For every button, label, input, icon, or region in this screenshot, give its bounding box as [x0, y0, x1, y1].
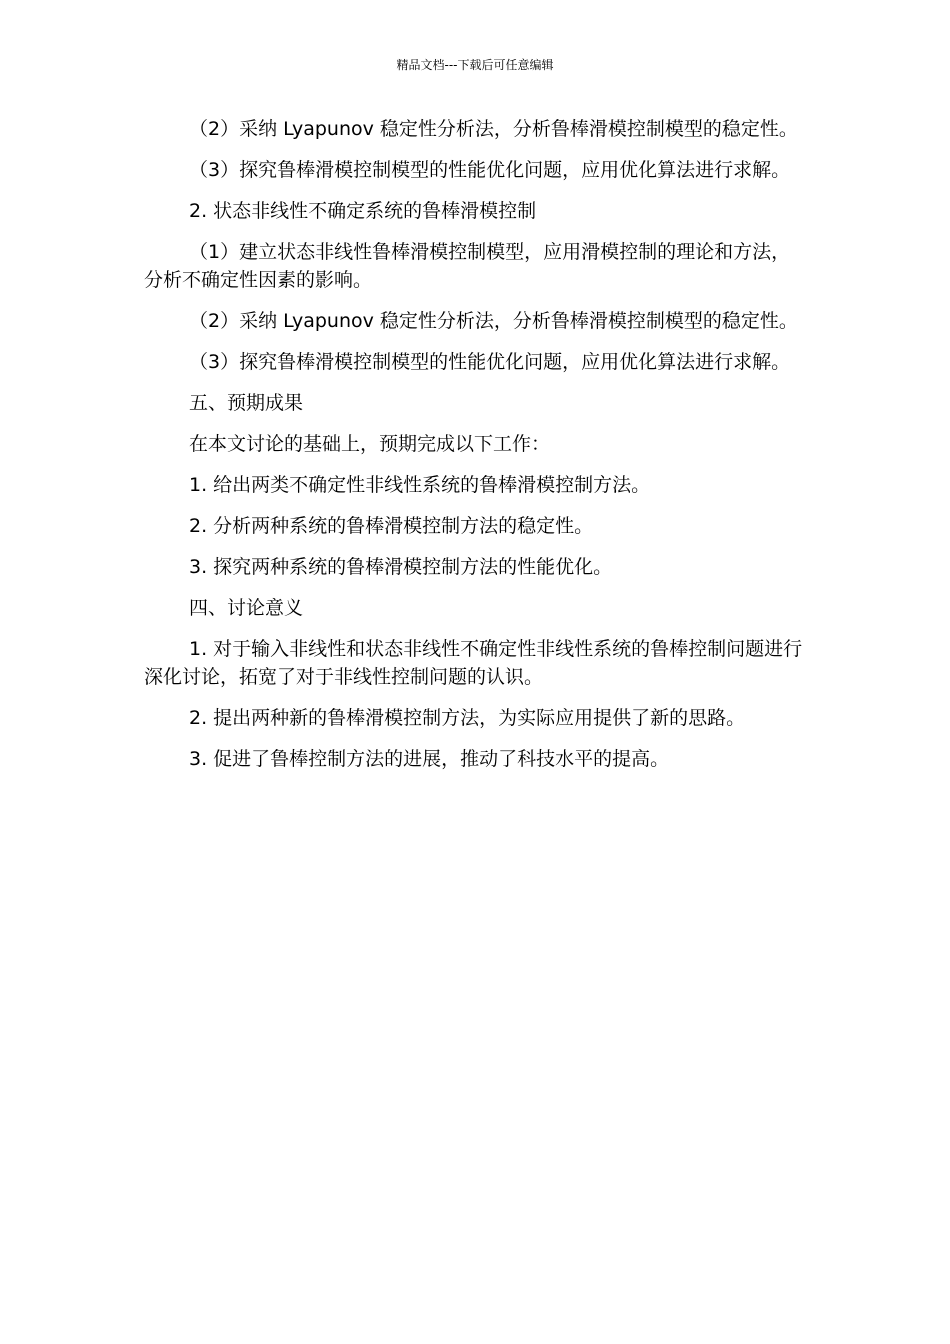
- paragraph-build-model: （1）建立状态非线性鲁棒滑模控制模型，应用滑模控制的理论和方法，分析不确定性因素的影响。: [144, 241, 791, 291]
- paragraph-expected-intro: 在本文讨论的基础上，预期完成以下工作：: [189, 433, 551, 455]
- list-item-significance-2: 2. 提出两种新的鲁棒滑模控制方法，为实际应用提供了新的思路。: [189, 707, 746, 729]
- paragraph-performance-optimization: （3）探究鲁棒滑模控制模型的性能优化问题，应用优化算法进行求解。: [189, 159, 791, 181]
- section-heading-state-nonlinear: 2. 状态非线性不确定系统的鲁棒滑模控制: [189, 200, 537, 222]
- document-body: [144, 115, 808, 786]
- section-heading-significance: 四、讨论意义: [189, 597, 304, 619]
- list-item-result-2: 2. 分析两种系统的鲁棒滑模控制方法的稳定性。: [189, 515, 594, 537]
- list-item-result-1: 1. 给出两类不确定性非线性系统的鲁棒滑模控制方法。: [189, 474, 651, 496]
- paragraph-performance-optimization-2: （3）探究鲁棒滑模控制模型的性能优化问题，应用优化算法进行求解。: [189, 351, 791, 373]
- list-item-result-3: 3. 探究两种系统的鲁棒滑模控制方法的性能优化。: [189, 556, 613, 578]
- page-header: 精品文档---下载后可任意编辑: [396, 58, 554, 72]
- list-item-significance-3: 3. 促进了鲁棒控制方法的进展，推动了科技水平的提高。: [189, 748, 670, 770]
- list-item-significance-1: 1. 对于输入非线性和状态非线性不确定性非线性系统的鲁棒控制问题进行深化讨论，拓宽了对于非线性控制问题的认识。: [144, 638, 803, 688]
- section-heading-expected-results: 五、预期成果: [189, 392, 304, 414]
- paragraph-stability-analysis-2: （2）采纳 Lyapunov 稳定性分析法，分析鲁棒滑模控制模型的稳定性。: [189, 310, 798, 332]
- paragraph-stability-analysis: （2）采纳 Lyapunov 稳定性分析法，分析鲁棒滑模控制模型的稳定性。: [189, 118, 798, 140]
